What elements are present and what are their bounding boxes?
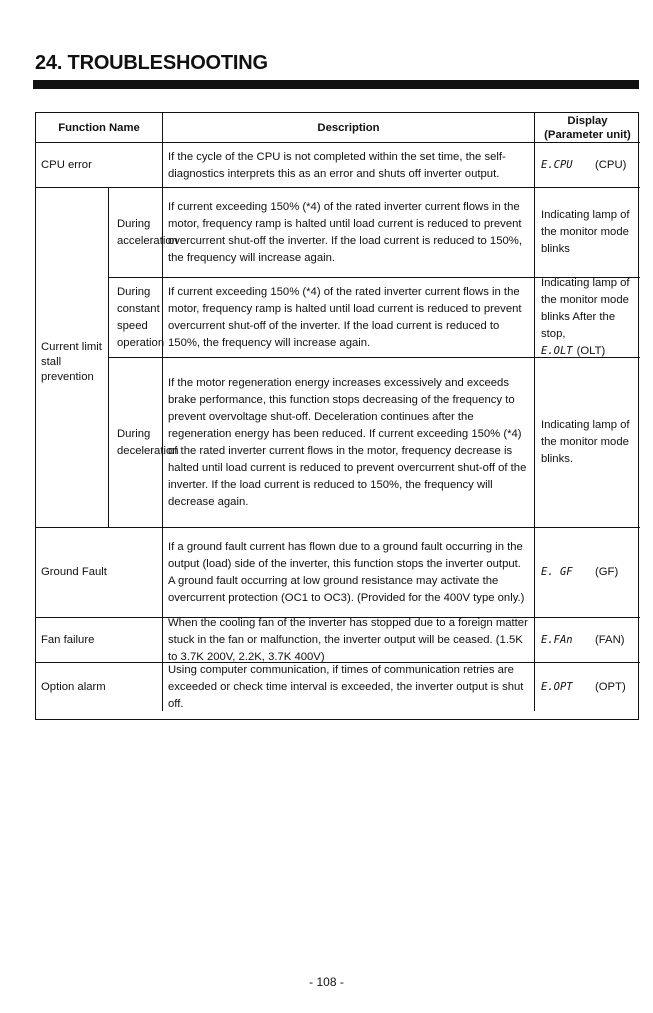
display-unit-cpu: (CPU) [595,158,627,171]
header-display-line2: (Parameter unit) [544,128,631,141]
row-desc-stall-accel [163,188,535,278]
row-display-stall-accel: Indicating lamp of the monitor mode blinks [535,188,640,278]
row-desc-stall-constant [163,278,535,358]
row-desc-cpu-error [163,143,535,188]
row-display-fan-failure [535,618,640,663]
header-display-line1: Display [567,114,608,127]
stall-prevention-label: Current limit stall prevention [41,341,102,383]
row-name-option-alarm: Option alarm [36,663,163,711]
row-desc-option-alarm-text: Using computer communication, if times of communication retries are exceeded or check time interval is exceeded, the inverter output is shut off. [168,664,524,710]
row-display-cpu-error [535,143,640,188]
title-rule [33,80,639,89]
row-desc-ground-fault-text: If a ground fault current has flown due to a ground fault occurring in the output (load) side of the inverter, this function stops the inverter output. A ground fault occurring at low ground resistance may activate the overcurrent protection (OC1 to OC3). (Provided for the 400V type only.) [168,541,525,604]
row-name-cpu-error: CPU error [36,143,163,188]
header-description: Description [163,113,535,143]
row-display-ground-fault [535,528,640,618]
row-display-stall-decel: Indicating lamp of the monitor mode blinks. [535,358,640,528]
row-name-fan-failure: Fan failure [36,618,163,663]
header-display [535,113,640,143]
display-unit-gf: (GF) [595,566,619,578]
row-desc-option-alarm [163,663,535,711]
row-desc-stall-accel-text: If current exceeding 150% (*4) of the rated inverter current flows in the motor, frequency ramp is halted until load current is reduced to prevent overcurrent shut-off the inverter. If the load current is reduced to 150%, the frequency will increase again. [168,201,522,264]
troubleshooting-table [35,112,639,720]
row-desc-fan-failure [163,618,535,663]
display-unit-fan: (FAN) [595,633,625,646]
row-desc-ground-fault [163,528,535,618]
row-name-ground-fault: Ground Fault [36,528,163,618]
display-text-stall-constant: Indicating lamp of the monitor mode blinks After the stop, [541,277,630,340]
page-number: - 108 - [309,975,344,989]
row-desc-cpu-error-text: If the cycle of the CPU is not completed within the set time, the self-diagnostics interprets this as an error and shuts off inverter output. [168,150,506,180]
display-code-olt: E.OLT [541,345,573,357]
header-function-name: Function Name [36,113,163,143]
row-display-option-alarm [535,663,640,711]
row-name-stall-prevention [36,188,109,528]
display-code-fan: E.FAn [541,633,573,646]
row-desc-stall-decel-text: If the motor regeneration energy increases excessively and exceeds brake performance, this function stops decreasing of the frequency to prevent overvoltage shut-off. Deceleration continues after the regeneration energy has been reduced. If current exceeding 150% (*4) of the rated inverter current flows in the motor, frequency decrease is halted until load current is reduced to prevent overcurrent shut-off of the inverter. If the load current is reduced to 150%, the frequency will decrease again. [168,377,527,508]
display-unit-olt: (OLT) [576,345,606,357]
display-code-cpu: E.CPU [541,158,573,171]
display-unit-opt: (OPT) [595,680,626,693]
row-desc-stall-constant-text: If current exceeding 150% (*4) of the rated inverter current flows in the motor, frequency ramp is halted until load current is reduced to prevent overcurrent shut-off of the inverter. If the load current is reduced to 150%, the frequency will increase again. [168,286,522,349]
sub-during-constant-speed: During constant speed operation [109,278,163,358]
row-desc-stall-decel [163,358,535,528]
row-display-stall-constant [535,278,640,358]
display-code-opt: E.OPT [541,680,573,693]
display-code-gf: E. GF [541,566,573,578]
sub-during-acceleration: During acceleration [109,188,163,278]
row-desc-fan-failure-text: When the cooling fan of the inverter has stopped due to a foreign matter stuck in the fan or malfunction, the inverter output will be ceased. (1.5K to 3.7K 200V, 2.2K, 3.7K 400V) [168,617,528,663]
sub-during-deceleration: During deceleration [109,358,163,528]
page-title: 24. TROUBLESHOOTING [35,52,268,74]
